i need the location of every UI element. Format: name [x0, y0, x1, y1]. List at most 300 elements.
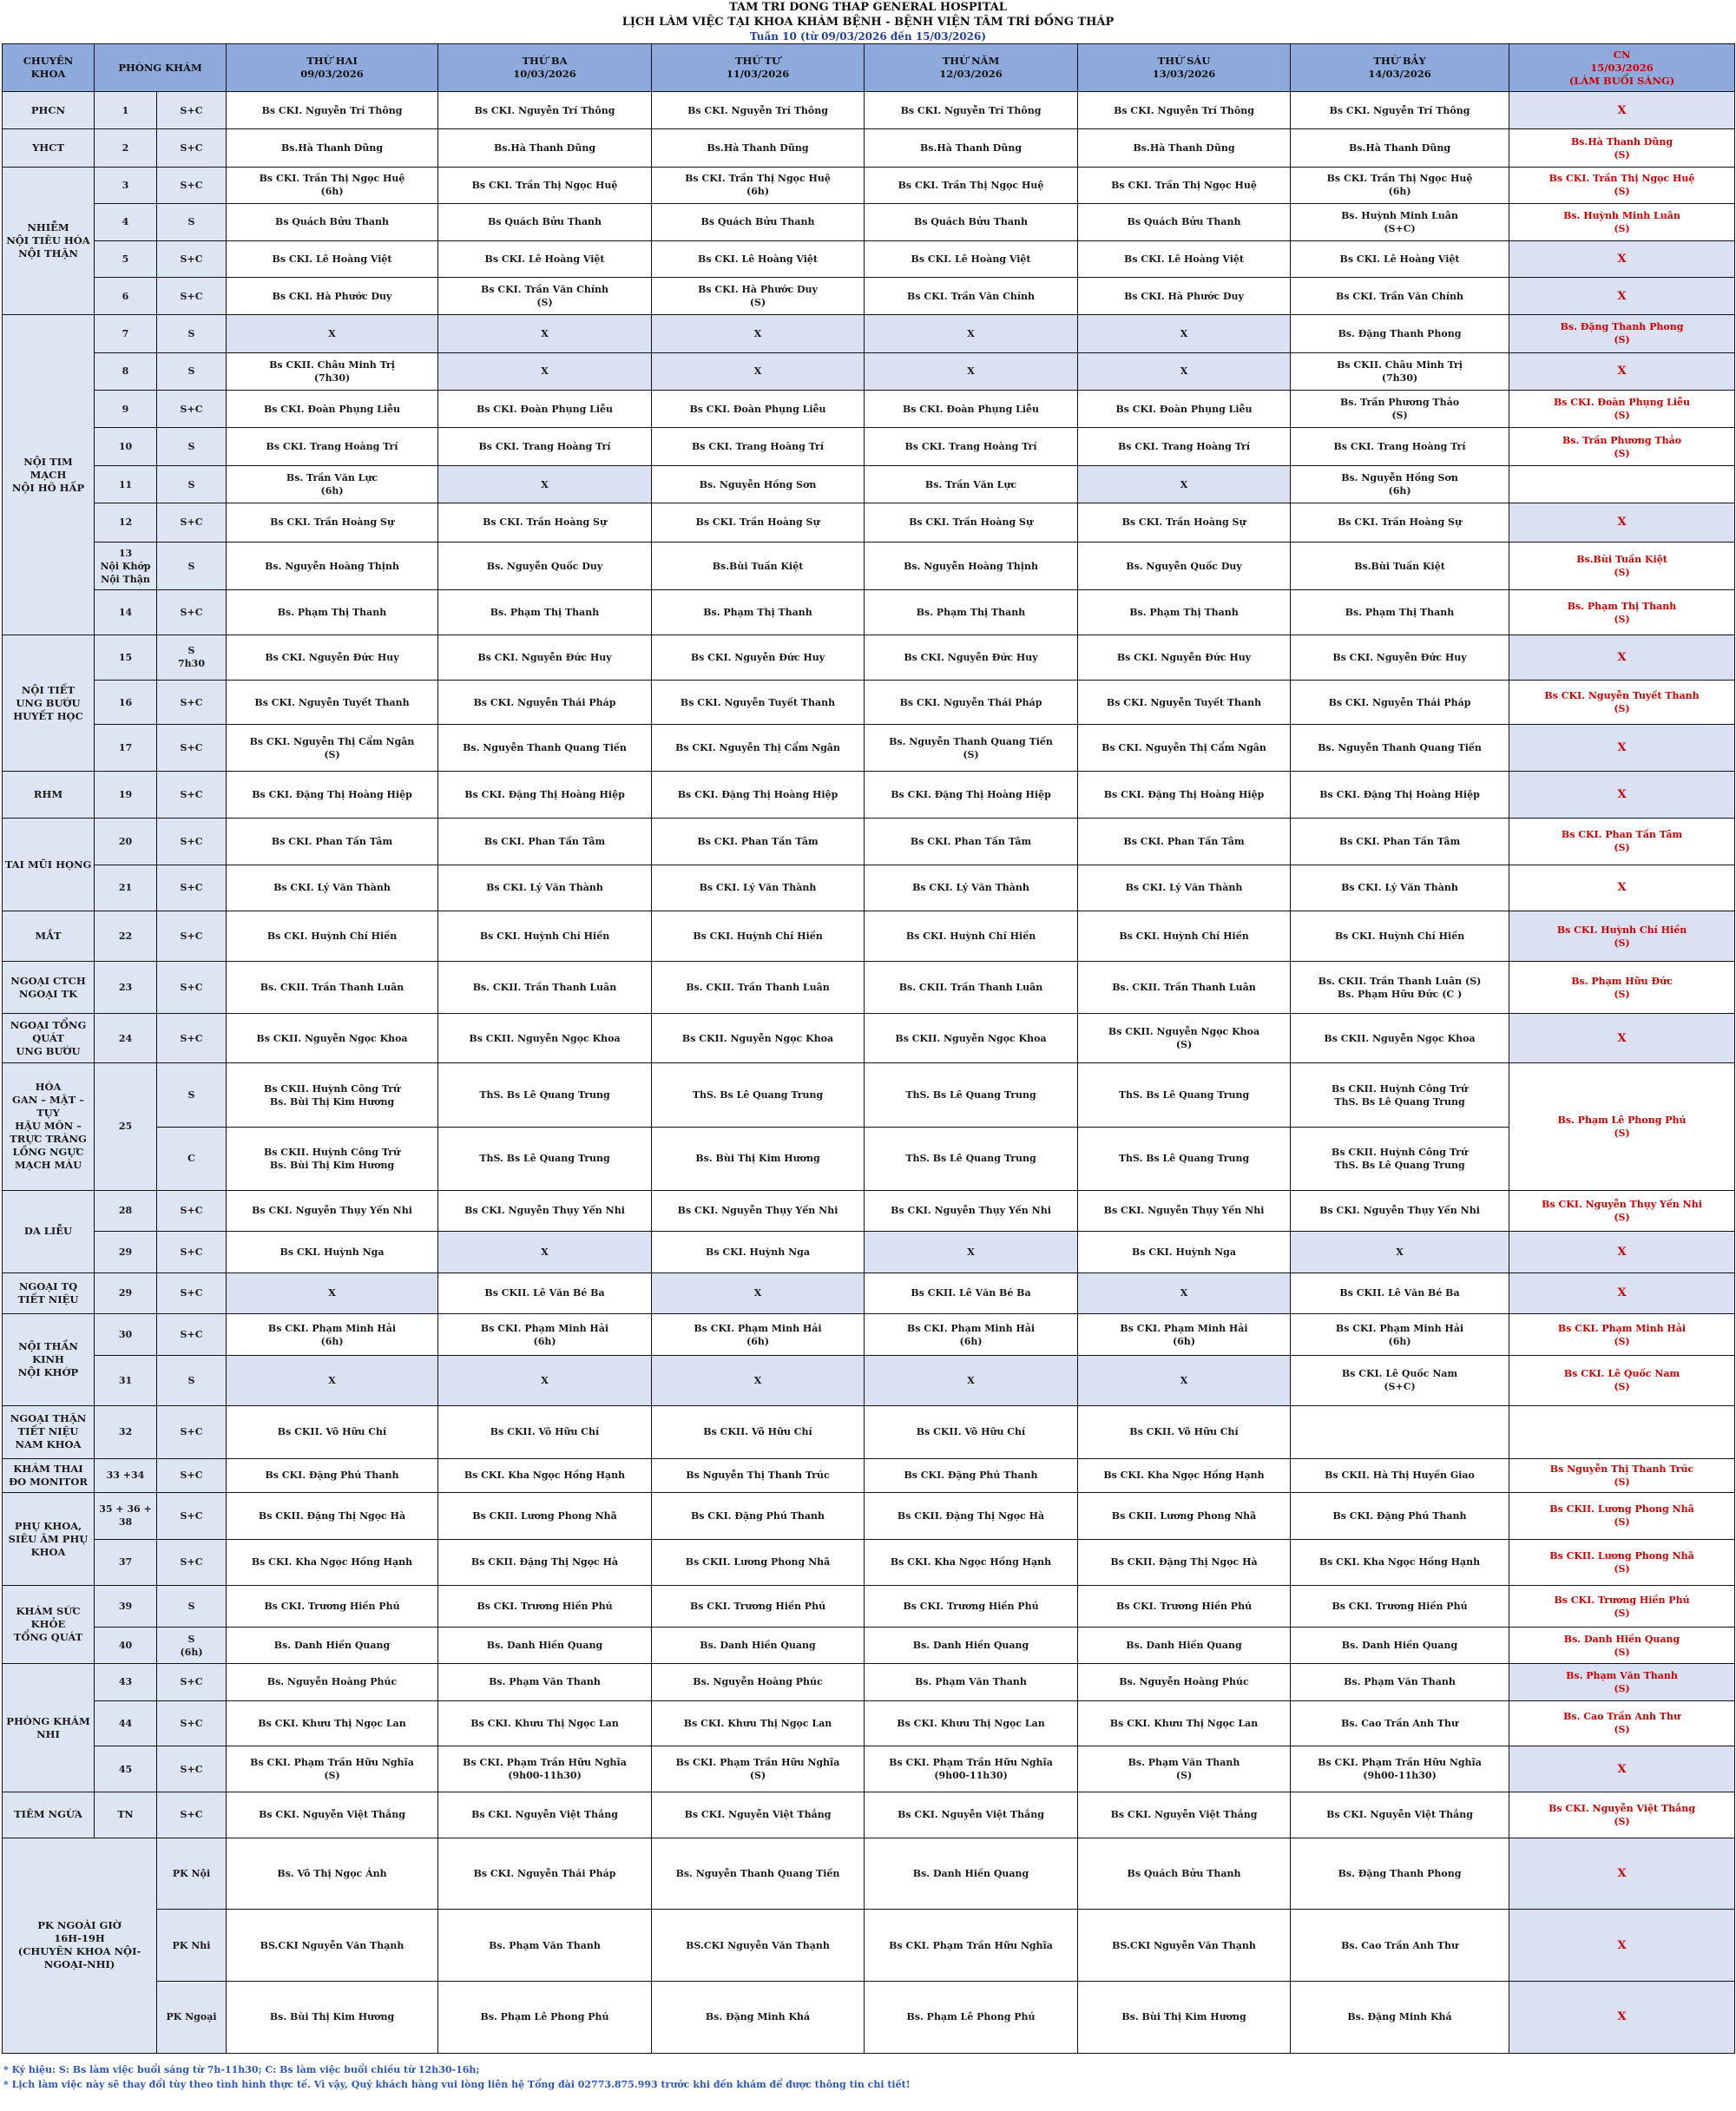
doctor-cell: Bs CKII. Lê Văn Bé Ba [1291, 1273, 1509, 1314]
doctor-cell: Bs CKI. Nguyễn Thị Cẩm Ngân [1078, 725, 1291, 772]
room-cell: 35 + 36 + 38 [95, 1492, 157, 1539]
doctor-cell: Bs CKI. Huỳnh Chí Hiền [652, 911, 865, 962]
doctor-cell: Bs CKI. Trang Hoàng Trí [1078, 428, 1291, 465]
sunday-header: CN 15/03/2026 (LÀM BUỔI SÁNG) [1509, 44, 1735, 92]
doctor-cell: Bs CKII. Nguyễn Ngọc Khoa [1291, 1014, 1509, 1063]
doctor-cell: Bs CKII. Lương Phong Nhã [1078, 1492, 1291, 1539]
doctor-cell: BS.CKI Nguyễn Văn Thạnh [652, 1910, 865, 1982]
sunday-cell: X [1509, 92, 1735, 129]
shift-cell: S+C [157, 129, 227, 167]
doctor-cell: Bs CKI. Huỳnh Chí Hiền [438, 911, 652, 962]
sunday-cell: Bs CKI. Nguyễn Thụy Yến Nhi (S) [1509, 1190, 1735, 1232]
doctor-cell: Bs Quách Bửu Thanh [438, 204, 652, 240]
doctor-cell: Bs CKI. Nguyễn Việt Thắng [438, 1792, 652, 1838]
page-header [0, 0, 1736, 43]
doctor-cell: BS.CKI Nguyễn Văn Thạnh [227, 1910, 438, 1982]
specialty-cell: HÓA GAN – MẬT – TỤY HẬU MÔN – TRỰC TRÀNG LỒNG NGỰC MẠCH MÁU [3, 1062, 95, 1190]
doctor-cell: Bs CKII. Huỳnh Công Trứ ThS. Bs Lê Quang Trung [1291, 1062, 1509, 1127]
doctor-cell: Bs CKII. Nguyễn Ngọc Khoa [438, 1014, 652, 1063]
doctor-cell: Bs. CKII. Trần Thanh Luân [1078, 962, 1291, 1014]
sunday-cell: X [1509, 1232, 1735, 1273]
table-row [3, 865, 1735, 911]
doctor-cell: X [438, 465, 652, 503]
doctor-cell: Bs. Nguyễn Hoàng Phúc [1078, 1664, 1291, 1700]
doctor-cell: Bs. Phạm Thị Thanh [1291, 590, 1509, 635]
doctor-cell: Bs CKI. Đoàn Phụng Liễu [227, 391, 438, 428]
doctor-cell: Bs CKI. Phạm Minh Hải (6h) [1078, 1314, 1291, 1356]
sunday-cell: X [1509, 1910, 1735, 1982]
shift-cell: S+C [157, 725, 227, 772]
specialty-cell: NỘI TIẾT UNG BƯỚU HUYẾT HỌC [3, 635, 95, 772]
doctor-cell: X [438, 315, 652, 352]
sunday-cell: X [1509, 772, 1735, 819]
table-row [3, 590, 1735, 635]
doctor-cell: Bs.Hà Thanh Dũng [227, 129, 438, 167]
doctor-cell: Bs CKI. Phạm Trần Hữu Nghĩa [865, 1910, 1078, 1982]
doctor-cell: X [227, 1273, 438, 1314]
doctor-cell: Bs CKI. Nguyễn Trí Thông [652, 92, 865, 129]
shift-cell: S+C [157, 1700, 227, 1746]
doctor-cell: Bs CKI. Phạm Trần Hữu Nghĩa (S) [652, 1746, 865, 1792]
table-header-row [3, 44, 1735, 92]
shift-cell: S+C [157, 962, 227, 1014]
doctor-cell: Bs. Phạm Lê Phong Phú [438, 1981, 652, 2053]
doctor-cell: Bs. Phạm Thị Thanh [652, 590, 865, 635]
specialty-cell: NGOẠI TQ TIẾT NIỆU [3, 1273, 95, 1314]
doctor-cell: Bs. Nguyễn Hồng Sơn (6h) [1291, 465, 1509, 503]
table-row [3, 1664, 1735, 1700]
shift-cell: S [157, 1062, 227, 1127]
footer-notes [3, 2062, 1731, 2092]
doctor-cell: Bs CKI. Trần Văn Chính [1291, 277, 1509, 314]
doctor-cell: Bs CKI. Nguyễn Trí Thông [227, 92, 438, 129]
doctor-cell: Bs. Danh Hiền Quang [652, 1627, 865, 1663]
doctor-cell: Bs. Phạm Thị Thanh [438, 590, 652, 635]
sunday-cell: X [1509, 725, 1735, 772]
doctor-cell: Bs. Phạm Văn Thanh [438, 1910, 652, 1982]
doctor-cell: Bs CKI. Đặng Thị Hoàng Hiệp [1078, 772, 1291, 819]
doctor-cell: Bs CKI. Nguyễn Thụy Yến Nhi [227, 1190, 438, 1232]
table-row [3, 167, 1735, 203]
doctor-cell: Bs CKI. Lê Hoàng Việt [1078, 240, 1291, 277]
doctor-cell: Bs.Bùi Tuấn Kiệt [1291, 542, 1509, 590]
room-cell: 4 [95, 204, 157, 240]
doctor-cell: Bs CKI. Khưu Thị Ngọc Lan [227, 1700, 438, 1746]
doctor-cell: Bs CKI. Trần Thị Ngọc Huệ [438, 167, 652, 203]
table-row [3, 1062, 1735, 1127]
room-cell: 14 [95, 590, 157, 635]
doctor-cell: Bs CKI. Đoàn Phụng Liễu [865, 391, 1078, 428]
doctor-cell: X [652, 315, 865, 352]
doctor-cell: Bs. Phạm Văn Thanh [865, 1664, 1078, 1700]
doctor-cell: Bs Nguyễn Thị Thanh Trúc [652, 1458, 865, 1492]
doctor-cell: Bs CKI. Lý Văn Thành [227, 865, 438, 911]
doctor-cell: Bs CKI. Đoàn Phụng Liễu [1078, 391, 1291, 428]
sunday-cell: X [1509, 352, 1735, 390]
sunday-cell [1509, 465, 1735, 503]
doctor-cell: Bs. Nguyễn Hoàng Phúc [227, 1664, 438, 1700]
shift-cell: S+C [157, 680, 227, 725]
shift-cell: S+C [157, 865, 227, 911]
doctor-cell: Bs CKII. Võ Hữu Chí [227, 1405, 438, 1458]
doctor-cell: Bs CKII. Huỳnh Công Trứ ThS. Bs Lê Quang Trung [1291, 1128, 1509, 1190]
doctor-cell: Bs. Danh Hiền Quang [1078, 1627, 1291, 1663]
doctor-cell: Bs. Trần Văn Lực [865, 465, 1078, 503]
doctor-cell: Bs CKII. Lê Văn Bé Ba [438, 1273, 652, 1314]
sunday-cell: Bs CKI. Lê Quốc Nam (S) [1509, 1355, 1735, 1405]
sunday-cell: Bs.Bùi Tuấn Kiệt (S) [1509, 542, 1735, 590]
doctor-cell: Bs CKI. Trương Hiền Phú [865, 1586, 1078, 1628]
doctor-cell: Bs CKI. Huỳnh Chí Hiền [1078, 911, 1291, 962]
shift-cell: S+C [157, 818, 227, 865]
sunday-cell: Bs. Đặng Thanh Phong (S) [1509, 315, 1735, 352]
doctor-cell: Bs CKI. Trang Hoàng Trí [438, 428, 652, 465]
doctor-cell: Bs CKI. Nguyễn Trí Thông [1078, 92, 1291, 129]
doctor-cell: Bs CKII. Đặng Thị Ngọc Hà [227, 1492, 438, 1539]
sunday-cell: X [1509, 1981, 1735, 2053]
room-cell: 23 [95, 962, 157, 1014]
doctor-cell: ThS. Bs Lê Quang Trung [865, 1128, 1078, 1190]
shift-cell: S+C [157, 1458, 227, 1492]
shift-cell: S+C [157, 1405, 227, 1458]
table-row [3, 1492, 1735, 1539]
sunday-cell: X [1509, 1746, 1735, 1792]
doctor-cell: X [1078, 465, 1291, 503]
doctor-cell: Bs.Hà Thanh Dũng [438, 129, 652, 167]
sunday-cell: X [1509, 503, 1735, 542]
day-header: THỨ SÁU 13/03/2026 [1078, 44, 1291, 92]
room-cell: 8 [95, 352, 157, 390]
doctor-cell: Bs CKI. Nguyễn Việt Thắng [227, 1792, 438, 1838]
shift-cell: S+C [157, 277, 227, 314]
doctor-cell: Bs. Phạm Văn Thanh (S) [1078, 1746, 1291, 1792]
doctor-cell: Bs CKI. Hà Phước Duy [1078, 277, 1291, 314]
doctor-cell: Bs CKI. Nguyễn Đức Huy [652, 635, 865, 681]
doctor-cell: Bs CKI. Kha Ngọc Hồng Hạnh [227, 1539, 438, 1586]
doctor-cell: Bs.Hà Thanh Dũng [652, 129, 865, 167]
shift-cell: C [157, 1128, 227, 1190]
doctor-cell: Bs CKI. Nguyễn Thái Pháp [865, 680, 1078, 725]
doctor-cell [1291, 1405, 1509, 1458]
table-row [3, 503, 1735, 542]
doctor-cell: Bs CKI. Trương Hiền Phú [1291, 1586, 1509, 1628]
doctor-cell: Bs. CKII. Trần Thanh Luân (S) Bs. Phạm Hữu Đức (C ) [1291, 962, 1509, 1014]
sunday-cell: X [1509, 240, 1735, 277]
doctor-cell: Bs CKI. Nguyễn Thị Cẩm Ngân [652, 725, 865, 772]
room-cell: 12 [95, 503, 157, 542]
sunday-cell: Bs CKI. Trần Thị Ngọc Huệ (S) [1509, 167, 1735, 203]
doctor-cell: Bs CKII. Lương Phong Nhã [438, 1492, 652, 1539]
doctor-cell: X [865, 1355, 1078, 1405]
after-hours-row [3, 1981, 1735, 2053]
doctor-cell: Bs CKI. Trần Hoàng Sự [227, 503, 438, 542]
sunday-cell: Bs CKI. Đoàn Phụng Liễu (S) [1509, 391, 1735, 428]
table-row [3, 1539, 1735, 1586]
doctor-cell: Bs. Nguyễn Hoàng Thịnh [227, 542, 438, 590]
doctor-cell: Bs CKI. Nguyễn Tuyết Thanh [1078, 680, 1291, 725]
doctor-cell: Bs CKII. Nguyễn Ngọc Khoa (S) [1078, 1014, 1291, 1063]
doctor-cell: Bs CKI. Khưu Thị Ngọc Lan [865, 1700, 1078, 1746]
doctor-cell: Bs CKI. Đặng Phú Thanh [652, 1492, 865, 1539]
doctor-cell: Bs CKI. Đặng Phú Thanh [865, 1458, 1078, 1492]
room-cell: 33 +34 [95, 1458, 157, 1492]
doctor-cell: Bs CKI. Trần Thị Ngọc Huệ (6h) [227, 167, 438, 203]
doctor-cell: Bs. Bùi Thị Kim Hương [1078, 1981, 1291, 2053]
sunday-cell: Bs CKI. Phạm Minh Hải (S) [1509, 1314, 1735, 1356]
table-row [3, 542, 1735, 590]
doctor-cell: X [865, 352, 1078, 390]
table-row [3, 725, 1735, 772]
doctor-cell: Bs CKI. Huỳnh Nga [227, 1232, 438, 1273]
doctor-cell: Bs CKI. Kha Ngọc Hồng Hạnh [438, 1458, 652, 1492]
doctor-cell: Bs CKII. Võ Hữu Chí [438, 1405, 652, 1458]
shift-cell: S+C [157, 391, 227, 428]
table-row [3, 818, 1735, 865]
table-row [3, 428, 1735, 465]
room-cell: 31 [95, 1355, 157, 1405]
shift-cell: S [157, 542, 227, 590]
table-row [3, 1014, 1735, 1063]
doctor-cell: Bs CKI. Trần Hoàng Sự [1078, 503, 1291, 542]
doctor-cell: Bs CKI. Trang Hoàng Trí [652, 428, 865, 465]
sunday-cell: Bs. Cao Trần Anh Thư (S) [1509, 1700, 1735, 1746]
doctor-cell: Bs CKI. Phạm Trần Hữu Nghĩa (S) [227, 1746, 438, 1792]
table-row [3, 352, 1735, 390]
doctor-cell: Bs. Đặng Minh Khá [1291, 1981, 1509, 2053]
room-cell: 19 [95, 772, 157, 819]
shift-cell: S+C [157, 92, 227, 129]
doctor-cell: Bs. Đặng Thanh Phong [1291, 315, 1509, 352]
doctor-cell: Bs Quách Bửu Thanh [865, 204, 1078, 240]
doctor-cell: X [438, 352, 652, 390]
specialty-cell: PHCN [3, 92, 95, 129]
doctor-cell: Bs CKI. Phạm Trần Hữu Nghĩa (9h00-11h30) [1291, 1746, 1509, 1792]
doctor-cell: X [438, 1355, 652, 1405]
doctor-cell: Bs. Danh Hiền Quang [865, 1627, 1078, 1663]
shift-cell: S [157, 1586, 227, 1628]
doctor-cell: Bs CKI. Khưu Thị Ngọc Lan [438, 1700, 652, 1746]
table-row [3, 465, 1735, 503]
day-header: THỨ NĂM 12/03/2026 [865, 44, 1078, 92]
doctor-cell: Bs. Huỳnh Minh Luân (S+C) [1291, 204, 1509, 240]
table-row [3, 240, 1735, 277]
doctor-cell: Bs CKII. Đặng Thị Ngọc Hà [865, 1492, 1078, 1539]
doctor-cell: Bs CKI. Đặng Thị Hoàng Hiệp [227, 772, 438, 819]
doctor-cell: Bs CKI. Phan Tấn Tâm [1078, 818, 1291, 865]
doctor-cell: Bs CKI. Huỳnh Chí Hiền [1291, 911, 1509, 962]
doctor-cell: Bs CKII. Hà Thị Huyền Giao [1291, 1458, 1509, 1492]
doctor-cell: Bs CKI. Kha Ngọc Hồng Hạnh [865, 1539, 1078, 1586]
sunday-cell: Bs Nguyễn Thị Thanh Trúc (S) [1509, 1458, 1735, 1492]
doctor-cell: X [652, 1273, 865, 1314]
doctor-cell: Bs. Bùi Thị Kim Hương [227, 1981, 438, 2053]
doctor-cell: Bs CKI. Lý Văn Thành [652, 865, 865, 911]
doctor-cell: Bs. CKII. Trần Thanh Luân [438, 962, 652, 1014]
table-row [3, 1458, 1735, 1492]
sunday-cell: Bs. Phạm Thị Thanh (S) [1509, 590, 1735, 635]
schedule-table [2, 43, 1735, 2054]
doctor-cell: Bs CKI. Trần Thị Ngọc Huệ [1078, 167, 1291, 203]
room-cell: 37 [95, 1539, 157, 1586]
room-cell: 43 [95, 1664, 157, 1700]
room-cell: 16 [95, 680, 157, 725]
doctor-cell: Bs CKII. Lương Phong Nhã [652, 1539, 865, 1586]
after-hours-unit: PK Nội [157, 1838, 227, 1910]
room-cell: 22 [95, 911, 157, 962]
doctor-cell: Bs CKII. Châu Minh Trị (7h30) [1291, 352, 1509, 390]
doctor-cell: X [865, 315, 1078, 352]
sunday-cell [1509, 1405, 1735, 1458]
room-cell: 11 [95, 465, 157, 503]
doctor-cell: Bs.Bùi Tuấn Kiệt [652, 542, 865, 590]
room-cell: 20 [95, 818, 157, 865]
shift-cell: S+C [157, 772, 227, 819]
specialty-cell: MẮT [3, 911, 95, 962]
shift-cell: S+C [157, 1014, 227, 1063]
after-hours-unit: PK Ngoại [157, 1981, 227, 2053]
doctor-cell: Bs. CKII. Trần Thanh Luân [865, 962, 1078, 1014]
doctor-cell: Bs. Danh Hiền Quang [865, 1838, 1078, 1910]
specialty-cell: TAI MŨI HỌNG [3, 818, 95, 911]
room-cell: 3 [95, 167, 157, 203]
room-cell: 9 [95, 391, 157, 428]
doctor-cell: Bs CKI. Lê Hoàng Việt [438, 240, 652, 277]
specialty-cell: NGOẠI TỔNG QUÁT UNG BƯỚU [3, 1014, 95, 1063]
specialty-cell: PHỤ KHOA, SIÊU ÂM PHỤ KHOA [3, 1492, 95, 1585]
doctor-cell: Bs Quách Bửu Thanh [227, 204, 438, 240]
doctor-cell: Bs Quách Bửu Thanh [1078, 1838, 1291, 1910]
day-header: THỨ BA 10/03/2026 [438, 44, 652, 92]
room-cell: 24 [95, 1014, 157, 1063]
doctor-cell: Bs CKI. Hà Phước Duy [227, 277, 438, 314]
shift-cell: S+C [157, 1664, 227, 1700]
sunday-cell: X [1509, 1014, 1735, 1063]
doctor-cell: X [1078, 1355, 1291, 1405]
sunday-cell: Bs. Phạm Lê Phong Phú (S) [1509, 1062, 1735, 1190]
doctor-cell: Bs CKI. Nguyễn Thị Cẩm Ngân (S) [227, 725, 438, 772]
doctor-cell: Bs CKI. Kha Ngọc Hồng Hạnh [1291, 1539, 1509, 1586]
doctor-cell: Bs. Nguyễn Thanh Quang Tiến [1291, 725, 1509, 772]
specialty-cell: YHCT [3, 129, 95, 167]
doctor-cell: Bs CKI. Lý Văn Thành [438, 865, 652, 911]
doctor-cell: Bs. Nguyễn Quốc Duy [1078, 542, 1291, 590]
doctor-cell: X [438, 1232, 652, 1273]
specialty-cell: KHÁM SỨC KHỎE TỔNG QUÁT [3, 1586, 95, 1664]
room-cell: 44 [95, 1700, 157, 1746]
doctor-cell: Bs CKI. Nguyễn Trí Thông [1291, 92, 1509, 129]
sunday-cell: X [1509, 635, 1735, 681]
room-cell: 10 [95, 428, 157, 465]
doctor-cell: ThS. Bs Lê Quang Trung [1078, 1128, 1291, 1190]
doctor-cell: ThS. Bs Lê Quang Trung [1078, 1062, 1291, 1127]
room-cell: 7 [95, 315, 157, 352]
shift-cell: S [157, 465, 227, 503]
doctor-cell: ThS. Bs Lê Quang Trung [865, 1062, 1078, 1127]
doctor-cell: Bs CKI. Trần Hoàng Sự [1291, 503, 1509, 542]
table-row [3, 635, 1735, 681]
doctor-cell: Bs. Cao Trần Anh Thư [1291, 1700, 1509, 1746]
doctor-cell: Bs CKII. Võ Hữu Chí [865, 1405, 1078, 1458]
doctor-cell: Bs. Nguyễn Thanh Quang Tiến [652, 1838, 865, 1910]
doctor-cell: Bs CKI. Lê Hoàng Việt [865, 240, 1078, 277]
room-cell: 28 [95, 1190, 157, 1232]
doctor-cell: Bs Quách Bửu Thanh [1078, 204, 1291, 240]
doctor-cell: Bs.Hà Thanh Dũng [1291, 129, 1509, 167]
doctor-cell: Bs. Trần Phương Thảo (S) [1291, 391, 1509, 428]
room-cell: 30 [95, 1314, 157, 1356]
table-row [3, 1273, 1735, 1314]
room-cell: 25 [95, 1062, 157, 1190]
doctor-cell: Bs. Phạm Thị Thanh [1078, 590, 1291, 635]
room-cell: TN [95, 1792, 157, 1838]
room-cell: 29 [95, 1232, 157, 1273]
doctor-cell: Bs. Phạm Văn Thanh [1291, 1664, 1509, 1700]
doctor-cell: Bs. Nguyễn Hoàng Thịnh [865, 542, 1078, 590]
doctor-cell: ThS. Bs Lê Quang Trung [652, 1062, 865, 1127]
doctor-cell: Bs. Đặng Thanh Phong [1291, 1838, 1509, 1910]
sunday-cell: Bs CKI. Nguyễn Việt Thắng (S) [1509, 1792, 1735, 1838]
table-row [3, 1314, 1735, 1356]
disclaimer-note: * Lịch làm việc này sẽ thay đổi tùy theo tình hình thực tế. Vì vậy, Quý khách hàng vui lòng liên hệ Tổng đài 02773.875.993 trước khi đến khám để được thông tin chi tiết! [3, 2079, 911, 2090]
doctor-cell: Bs CKI. Phan Tấn Tâm [865, 818, 1078, 865]
specialty-cell: NHIỄM NỘI TIÊU HÓA NỘI THẬN [3, 167, 95, 314]
doctor-cell: Bs CKI. Nguyễn Việt Thắng [652, 1792, 865, 1838]
table-row [3, 1190, 1735, 1232]
doctor-cell: Bs CKII. Lê Văn Bé Ba [865, 1273, 1078, 1314]
doctor-cell: Bs CKI. Trần Hoàng Sự [652, 503, 865, 542]
table-row [3, 772, 1735, 819]
doctor-cell: X [865, 1232, 1078, 1273]
specialty-cell: NỘI THẦN KINH NỘI KHỚP [3, 1314, 95, 1405]
doctor-cell: Bs CKI. Trương Hiền Phú [438, 1586, 652, 1628]
doctor-cell: X [1291, 1232, 1509, 1273]
doctor-cell: Bs CKI. Phạm Minh Hải (6h) [438, 1314, 652, 1356]
shift-cell: S (6h) [157, 1627, 227, 1663]
doctor-cell: Bs CKI. Phan Tấn Tâm [438, 818, 652, 865]
shift-cell: S+C [157, 590, 227, 635]
doctor-cell: Bs CKI. Trần Thị Ngọc Huệ (6h) [652, 167, 865, 203]
specialty-cell: NGOẠI CTCH NGOẠI TK [3, 962, 95, 1014]
table-row [3, 315, 1735, 352]
sunday-cell: Bs CKII. Lương Phong Nhã (S) [1509, 1539, 1735, 1586]
shift-cell: S+C [157, 911, 227, 962]
doctor-cell: Bs CKI. Trương Hiền Phú [1078, 1586, 1291, 1628]
shift-cell: S+C [157, 503, 227, 542]
doctor-cell: Bs CKI. Đặng Phú Thanh [227, 1458, 438, 1492]
doctor-cell: Bs CKI. Phan Tấn Tâm [1291, 818, 1509, 865]
sunday-cell: Bs. Phạm Hữu Đức (S) [1509, 962, 1735, 1014]
sunday-cell: Bs. Huỳnh Minh Luân (S) [1509, 204, 1735, 240]
doctor-cell: Bs. Đặng Minh Khá [652, 1981, 865, 2053]
doctor-cell: Bs. Nguyễn Hồng Sơn [652, 465, 865, 503]
room-cell: 1 [95, 92, 157, 129]
doctor-cell: Bs. CKII. Trần Thanh Luân [227, 962, 438, 1014]
doctor-cell: Bs CKI. Nguyễn Thụy Yến Nhi [1291, 1190, 1509, 1232]
doctor-cell: Bs CKI. Lý Văn Thành [865, 865, 1078, 911]
doctor-cell: BS.CKI Nguyễn Văn Thạnh [1078, 1910, 1291, 1982]
doctor-cell: ThS. Bs Lê Quang Trung [438, 1128, 652, 1190]
shift-cell: S+C [157, 1492, 227, 1539]
sunday-cell: Bs. Trần Phương Thảo (S) [1509, 428, 1735, 465]
table-row [3, 1627, 1735, 1663]
day-header: THỨ BẢY 14/03/2026 [1291, 44, 1509, 92]
hospital-name: TAM TRI DONG THAP GENERAL HOSPITAL [729, 1, 1007, 14]
doctor-cell: Bs. Trần Văn Lực (6h) [227, 465, 438, 503]
doctor-cell: Bs CKI. Lê Hoàng Việt [227, 240, 438, 277]
doctor-cell: Bs. Phạm Thị Thanh [865, 590, 1078, 635]
doctor-cell: Bs CKI. Phạm Minh Hải (6h) [1291, 1314, 1509, 1356]
day-header: THỨ TƯ 11/03/2026 [652, 44, 865, 92]
